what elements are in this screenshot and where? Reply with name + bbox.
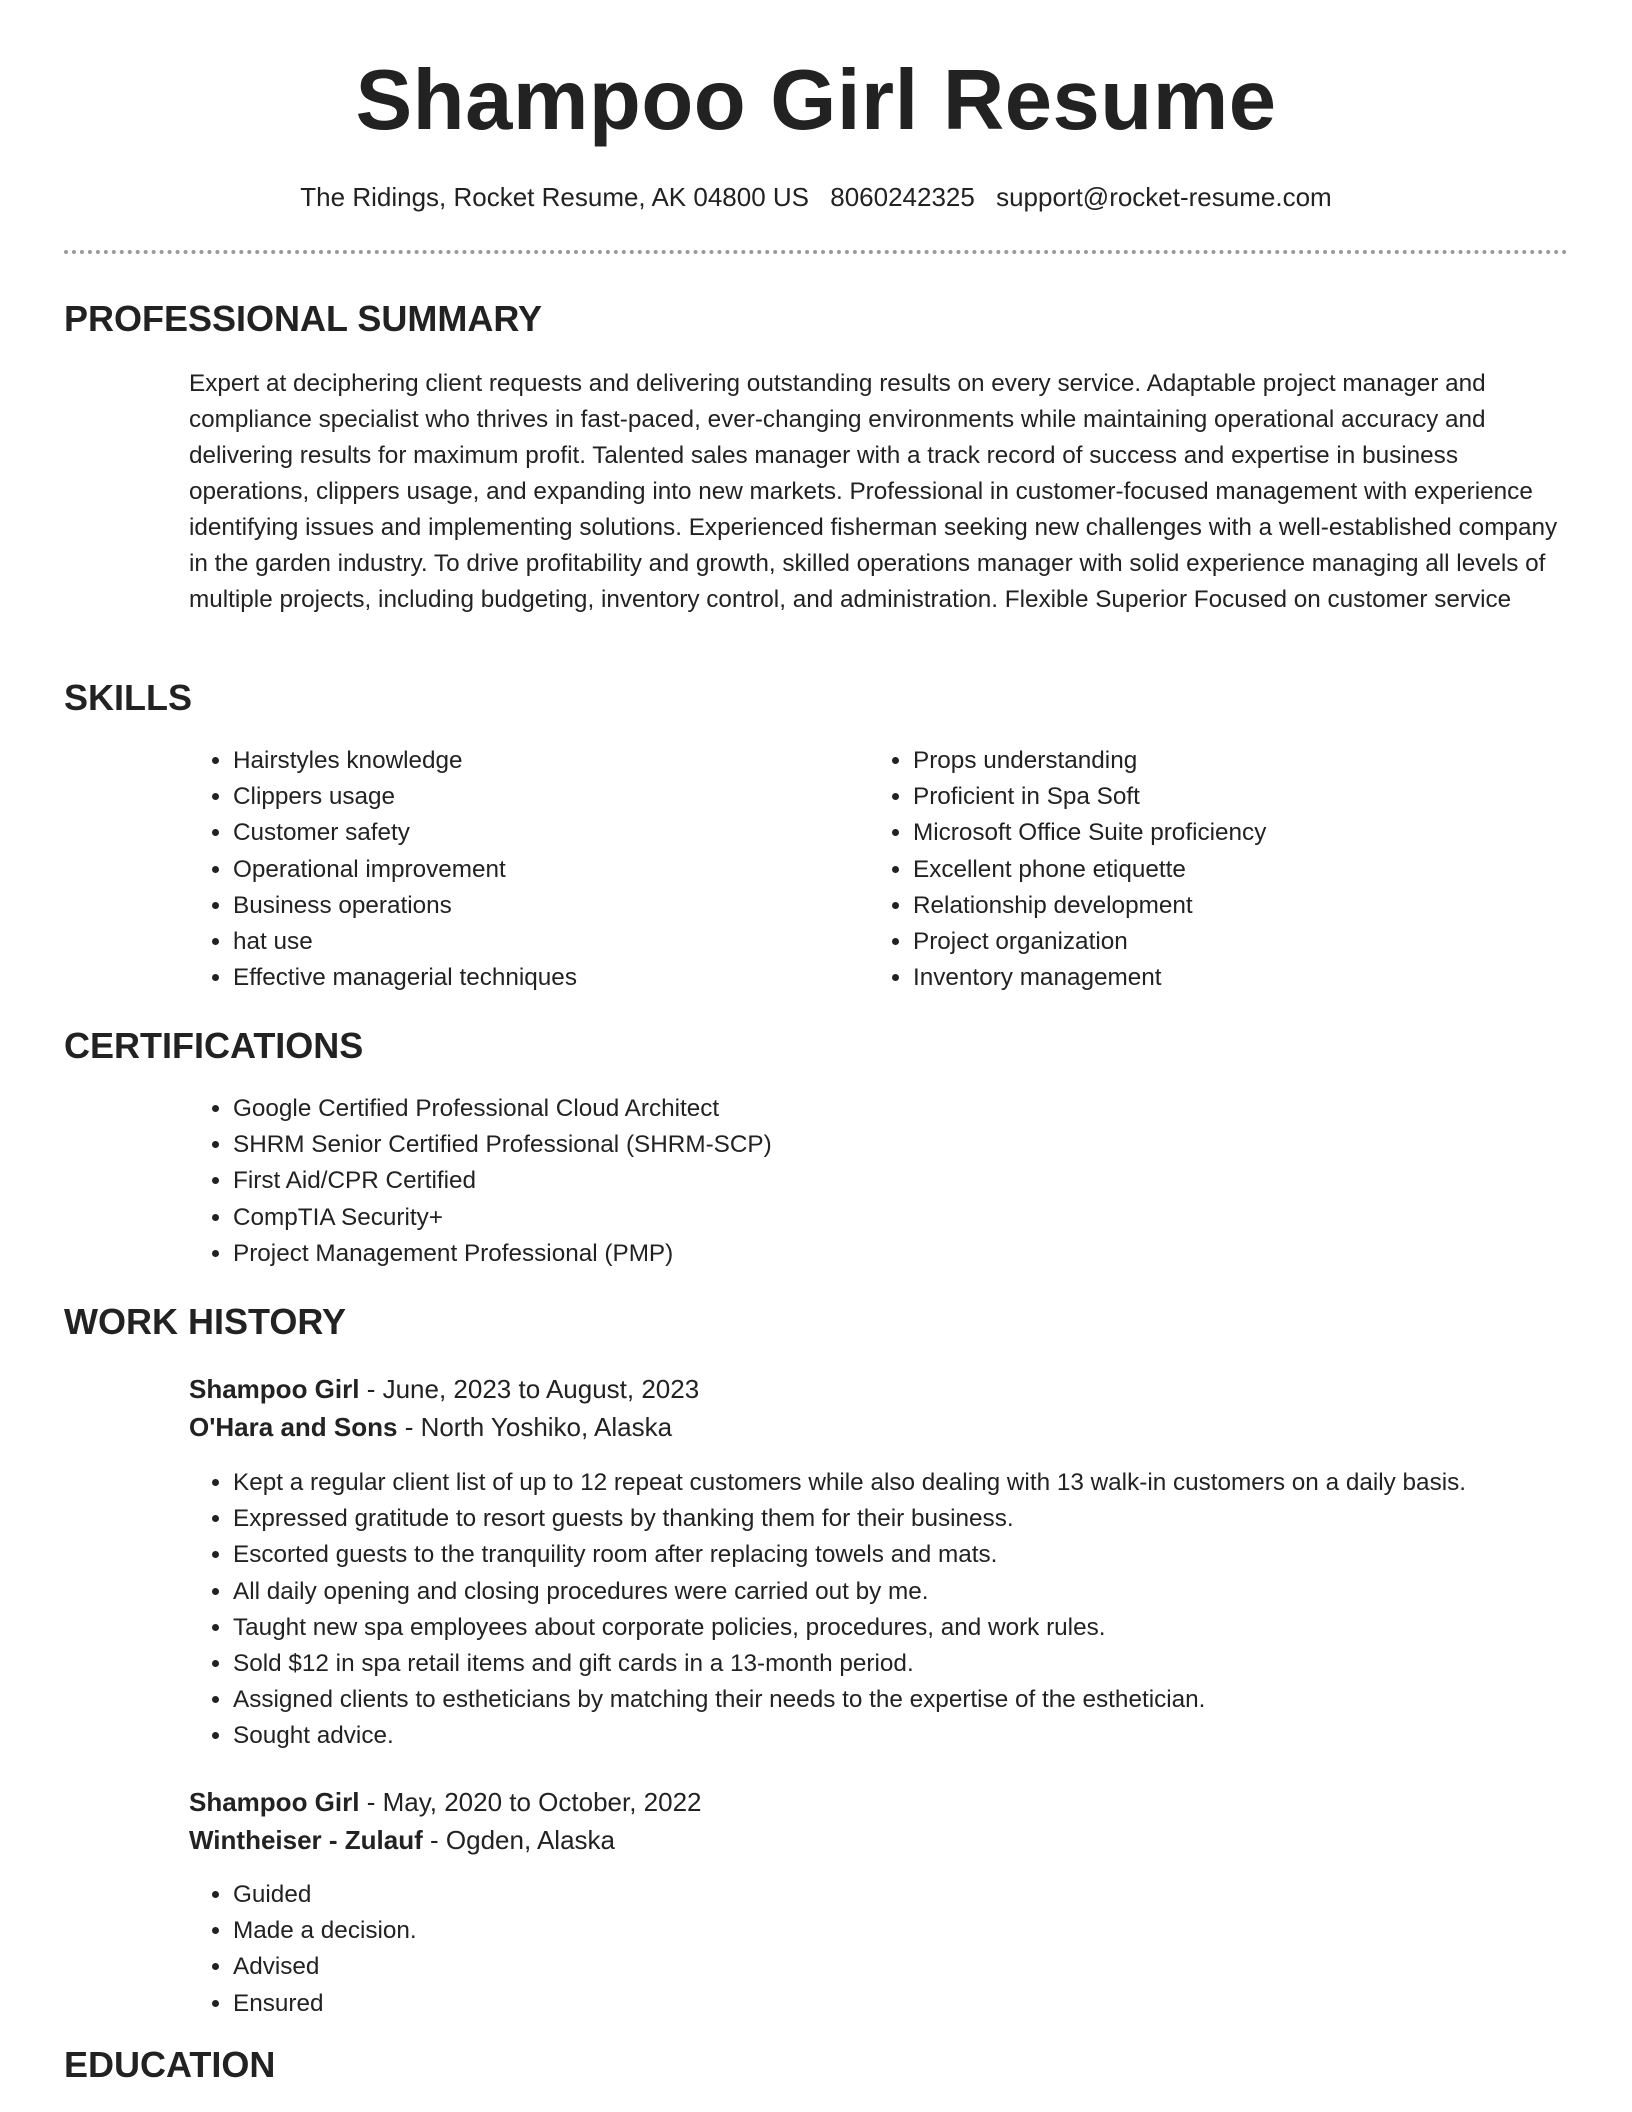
header-divider [64, 250, 1568, 254]
skill-item: • Relationship development [913, 888, 1563, 924]
job-duty-item: • Kept a regular client list of up to 12 repeat customers while also dealing with 13 walk-in customers on a daily basis. [233, 1465, 1613, 1501]
summary-text: Expert at deciphering client requests and delivering outstanding results on every service. Adaptable project manager and compliance specialist who thrives in fast-paced, ever-changing environments while maintaining operational accuracy and delivering results for maximum profit. Talented sales manager with a track record of success and expertise in business operations, clippers usage, and expanding into new markets. Professional in customer-focused management with experience identifying issues and implementing solutions. Experienced fisherman seeking new challenges with a well-established company in the garden industry. To drive profitability and growth, skilled operations manager with solid experience managing all levels of multiple projects, including budgeting, inventory control, and administration. Flexible Superior Focused on customer service [189, 370, 1558, 613]
job-company-line [189, 1408, 672, 1446]
section-title-education: EDUCATION [64, 2044, 276, 2085]
skill-item: • Customer safety [233, 815, 853, 851]
job-dates: - June, 2023 to August, 2023 [359, 1374, 700, 1404]
job-company-line [189, 1821, 615, 1859]
job-duty-item: • Made a decision. [233, 1913, 1613, 1949]
skills-list-left [189, 743, 853, 996]
skill-item: • hat use [233, 924, 853, 960]
resume-name: Shampoo Girl Resume [355, 53, 1277, 148]
skill-item: • Props understanding [913, 743, 1563, 779]
job-title-line [189, 1783, 702, 1821]
skill-item: • Business operations [233, 888, 853, 924]
job-duty-item: • Assigned clients to estheticians by matching their needs to the expertise of the esthetician. [233, 1682, 1613, 1718]
job-duty-item: • All daily opening and closing procedures were carried out by me. [233, 1574, 1613, 1610]
skill-item: • Excellent phone etiquette [913, 852, 1563, 888]
skill-item: • Proficient in Spa Soft [913, 779, 1563, 815]
job-duty-item: • Sought advice. [233, 1718, 1613, 1754]
skill-item: • Effective managerial techniques [233, 960, 853, 996]
job-duty-item: • Advised [233, 1949, 1613, 1985]
job-company: O'Hara and Sons [189, 1412, 398, 1442]
section-title-summary: PROFESSIONAL SUMMARY [64, 298, 543, 339]
certification-item: • Project Management Professional (PMP) [233, 1236, 1533, 1272]
skills-list-right [869, 743, 1563, 996]
job-duties-list [189, 1877, 1613, 2022]
skill-item: • Operational improvement [233, 852, 853, 888]
certification-item: • SHRM Senior Certified Professional (SHRM-SCP) [233, 1127, 1533, 1163]
job-location: - North Yoshiko, Alaska [397, 1412, 673, 1442]
certification-item: • CompTIA Security+ [233, 1200, 1533, 1236]
job-location: - Ogden, Alaska [422, 1825, 616, 1855]
certifications-list [189, 1091, 1533, 1272]
job-title: Shampoo Girl [189, 1787, 360, 1817]
section-title-work-history: WORK HISTORY [64, 1301, 347, 1342]
skill-item: • Clippers usage [233, 779, 853, 815]
job-duties-list [189, 1465, 1613, 1755]
job-duty-item: • Taught new spa employees about corporate policies, procedures, and work rules. [233, 1610, 1613, 1646]
skill-item: • Inventory management [913, 960, 1563, 996]
section-title-certifications: CERTIFICATIONS [64, 1025, 364, 1066]
job-title-line [189, 1370, 699, 1408]
certification-item: • Google Certified Professional Cloud Architect [233, 1091, 1533, 1127]
job-duty-item: • Escorted guests to the tranquility room after replacing towels and mats. [233, 1537, 1613, 1573]
section-title-skills: SKILLS [64, 677, 193, 718]
job-title: Shampoo Girl [189, 1374, 360, 1404]
contact-line [0, 182, 1632, 213]
job-duty-item: • Ensured [233, 1986, 1613, 2022]
contact-email: support@rocket-resume.com [996, 182, 1332, 212]
skill-item: • Project organization [913, 924, 1563, 960]
contact-phone: 8060242325 [830, 182, 975, 212]
job-duty-item: • Sold $12 in spa retail items and gift cards in a 13-month period. [233, 1646, 1613, 1682]
job-duty-item: • Guided [233, 1877, 1613, 1913]
contact-address: The Ridings, Rocket Resume, AK 04800 US [300, 182, 809, 212]
certification-item: • First Aid/CPR Certified [233, 1163, 1533, 1199]
job-company: Wintheiser - Zulauf [189, 1825, 423, 1855]
job-dates: - May, 2020 to October, 2022 [359, 1787, 702, 1817]
skill-item: • Microsoft Office Suite proficiency [913, 815, 1563, 851]
skill-item: • Hairstyles knowledge [233, 743, 853, 779]
job-duty-item: • Expressed gratitude to resort guests by thanking them for their business. [233, 1501, 1613, 1537]
